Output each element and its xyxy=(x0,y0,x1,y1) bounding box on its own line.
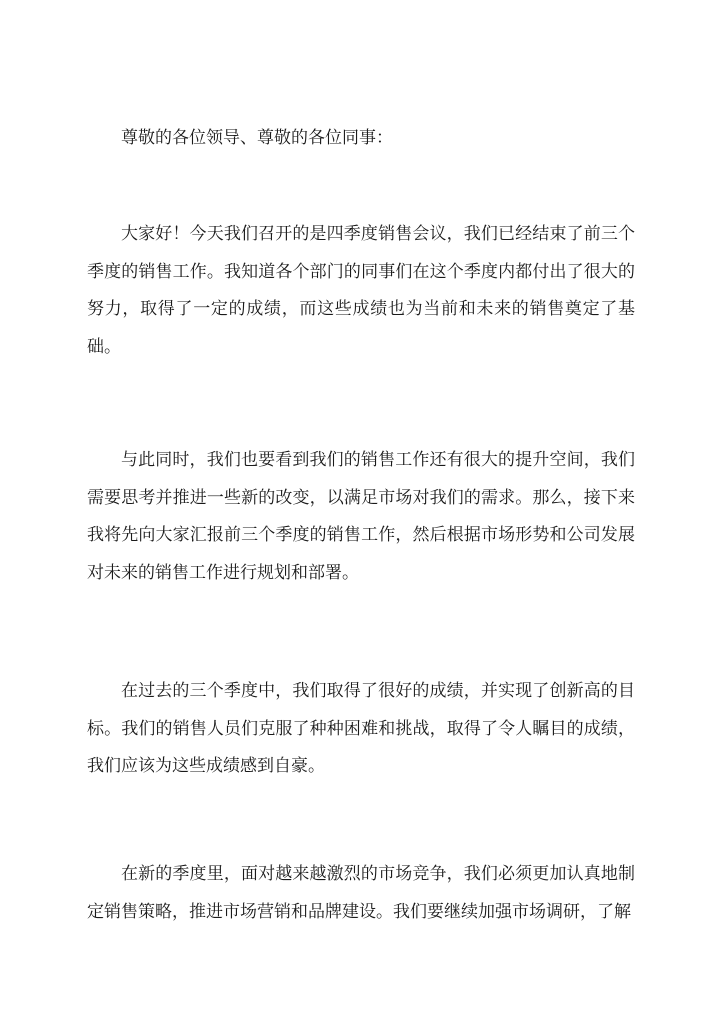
greeting-line: 尊敬的各位领导、尊敬的各位同事： xyxy=(121,128,393,148)
paragraph-opening: 大家好！今天我们召开的是四季度销售会议，我们已经结束了前三个季度的销售工作。我知道各个部门的同事们在这个季度内都付出了很大的努力，取得了一定的成绩，而这些成绩也为当前和未来的销售奠定了基础。 xyxy=(87,224,635,357)
paragraph-new-quarter: 在新的季度里，面对越来越激烈的市场竞争，我们必须更加认真地制定销售策略，推进市场营销和品牌建设。我们要继续加强市场调研，了解 xyxy=(87,864,635,922)
paragraph-improvement: 与此同时，我们也要看到我们的销售工作还有很大的提升空间，我们需要思考并推进一些新的改变，以满足市场对我们的需求。那么，接下来我将先向大家汇报前三个季度的销售工作，然后根据市场形势和公司发展对未来的销售工作进行规划和部署。 xyxy=(87,450,635,583)
paragraph-achievements: 在过去的三个季度中，我们取得了很好的成绩，并实现了创新高的目标。我们的销售人员们克服了种种困难和挑战，取得了令人瞩目的成绩，我们应该为这些成绩感到自豪。 xyxy=(87,681,635,776)
